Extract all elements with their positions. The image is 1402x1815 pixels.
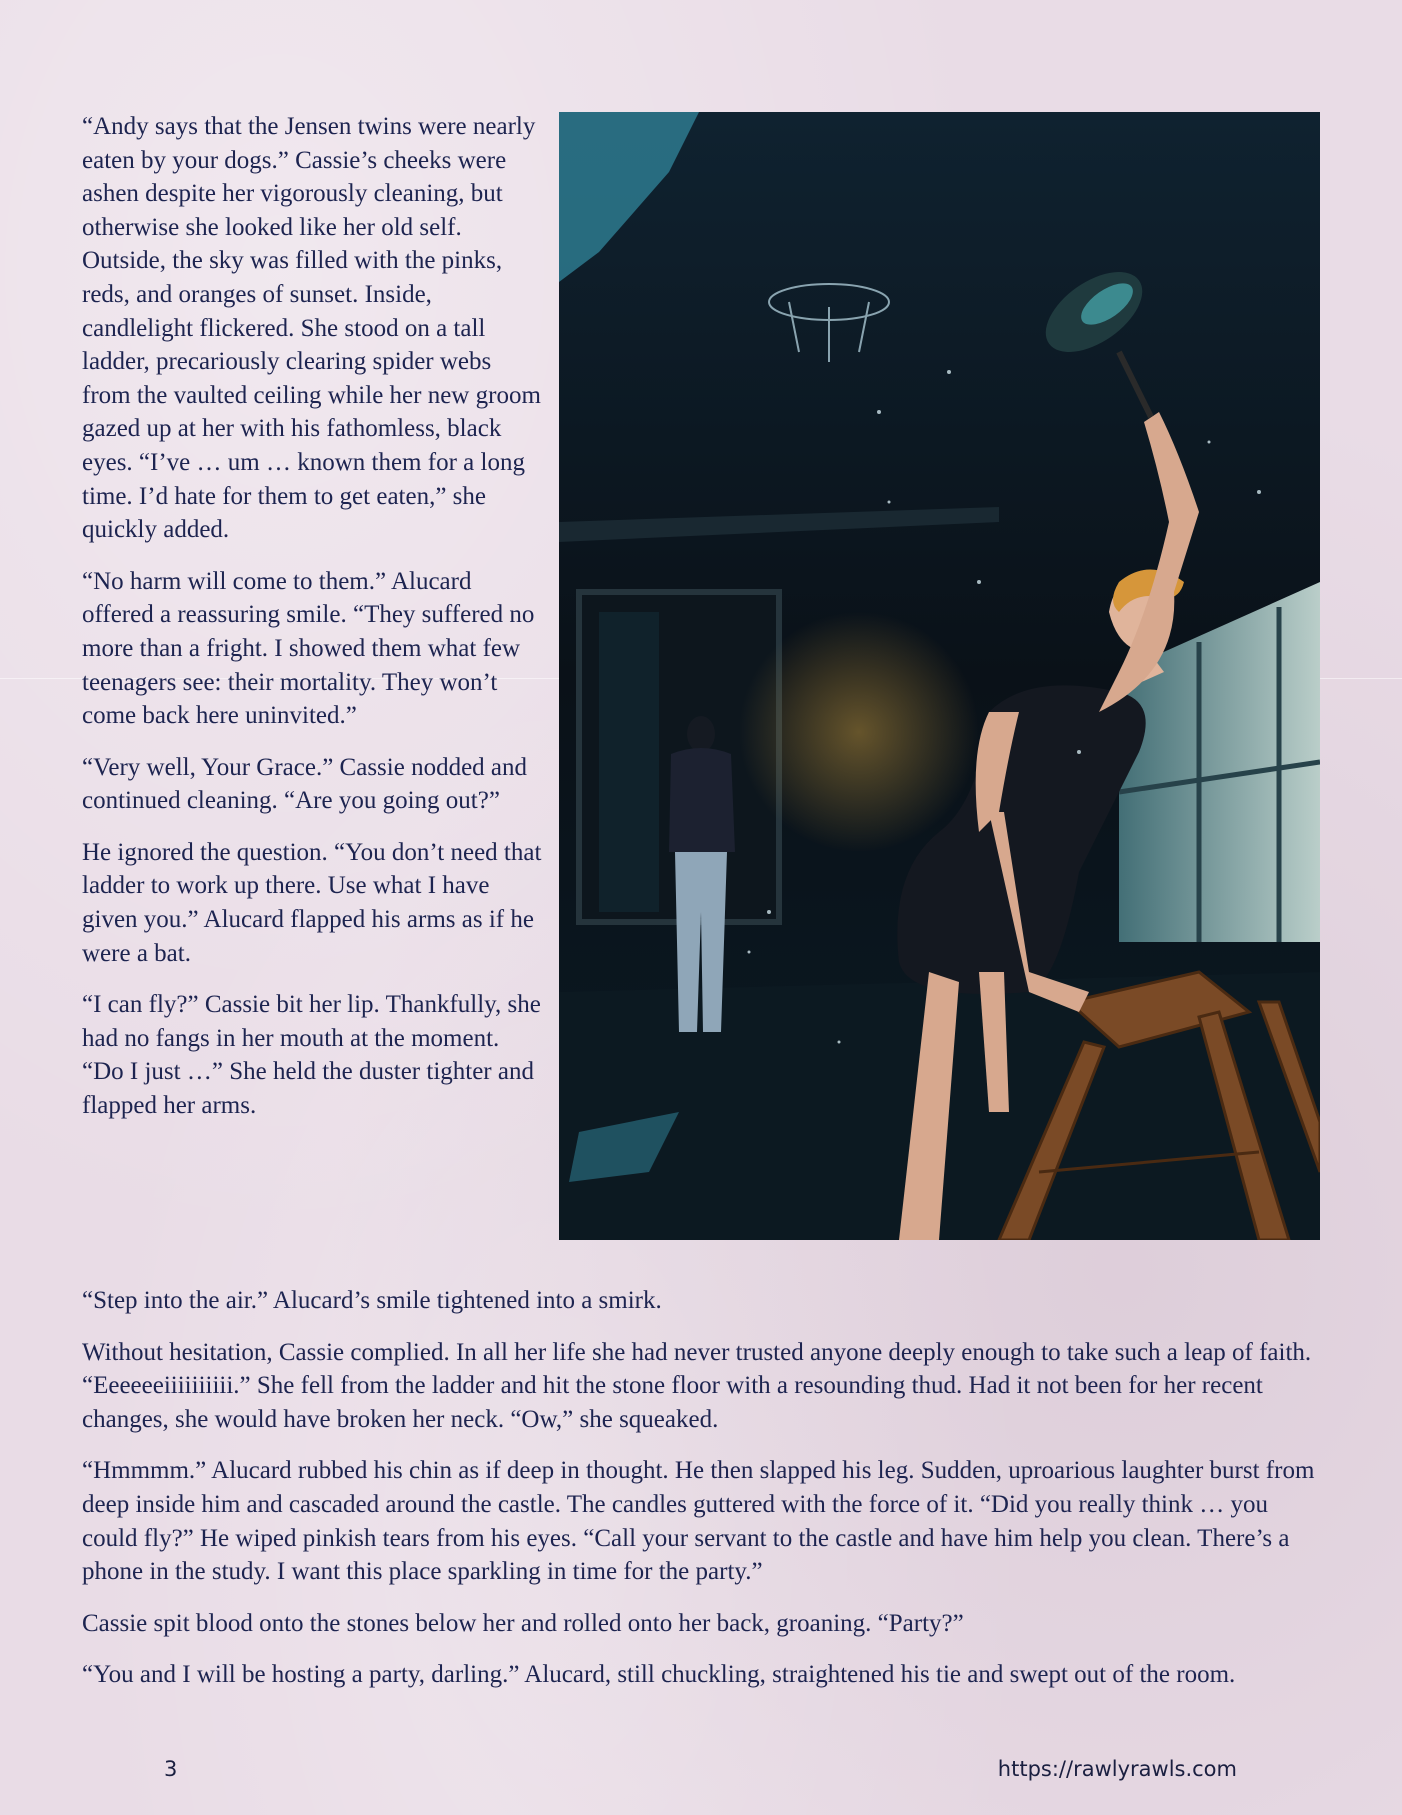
paragraph: “Very well, Your Grace.” Cassie nodded and continued cleaning. “Are you going out?” bbox=[82, 753, 528, 815]
paragraph: “Step into the air.” Alucard’s smile tightened into a smirk. bbox=[82, 1287, 662, 1314]
paragraph: He ignored the question. “You don’t need that ladder to work up there. Use what I have given you.” Alucard flapped his arms as if he were a bat. bbox=[82, 838, 542, 967]
paragraph: “No harm will come to them.” Alucard offered a reassuring smile. “They suffered no more than a fright. I showed them what few teenagers see: their mortality. They won’t come back here uninvited.” bbox=[82, 567, 535, 730]
paragraph: Cassie spit blood onto the stones below her and rolled onto her back, groaning. “Party?” bbox=[82, 1609, 964, 1637]
page-number: 3 bbox=[164, 1757, 178, 1781]
website-url[interactable]: https://rawlyrawls.com bbox=[997, 1757, 1237, 1781]
paragraph: “Hmmmm.” Alucard rubbed his chin as if deep in thought. He then slapped his leg. Sudden, uproarious laughter burst from deep inside him and cascaded around the castle. The candles guttered with the force of it. “Did you really think … you could fly?” He wiped pinkish tears from his eyes. “Call your servant to the castle and have him help you clean. There’s a phone in the study. I want this place sparkling in time for the party.” bbox=[82, 1457, 1315, 1586]
paragraph: “You and I will be hosting a party, darling.” Alucard, still chuckling, straightened his tie and swept out of the room. bbox=[82, 1661, 1236, 1689]
full-width-text bbox=[82, 1284, 1322, 1710]
paragraph: “I can fly?” Cassie bit her lip. Thankfully, she had no fangs in her mouth at the moment. “Do I just …” She held the duster tighter and flapped her arms. bbox=[82, 991, 541, 1120]
side-text-column bbox=[82, 110, 542, 1141]
paragraph: “Andy says that the Jensen twins were nearly eaten by your dogs.” Cassie’s cheeks were ashen despite her vigorously cleaning, but otherwise she looked like her old self. Outside, the sky was filled with the pinks, reds, and oranges of sunset. Inside, candlelight flickered. She stood on a tall ladder, precariously clearing spider webs from the vaulted ceiling while her new groom gazed up at her with his fathomless, black eyes. “I’ve … um … known them for a long time. I’d hate for them to get eaten,” she quickly added. bbox=[82, 113, 541, 544]
paragraph: Without hesitation, Cassie complied. In all her life she had never trusted anyone deeply enough to take such a leap of faith. “Eeeeeeiiiiiiiiii.” She fell from the ladder and hit the stone floor with a resounding thud. Had it not been for her recent changes, she would have broken her neck. “Ow,” she squeaked. bbox=[82, 1338, 1312, 1433]
story-illustration bbox=[559, 112, 1320, 1240]
